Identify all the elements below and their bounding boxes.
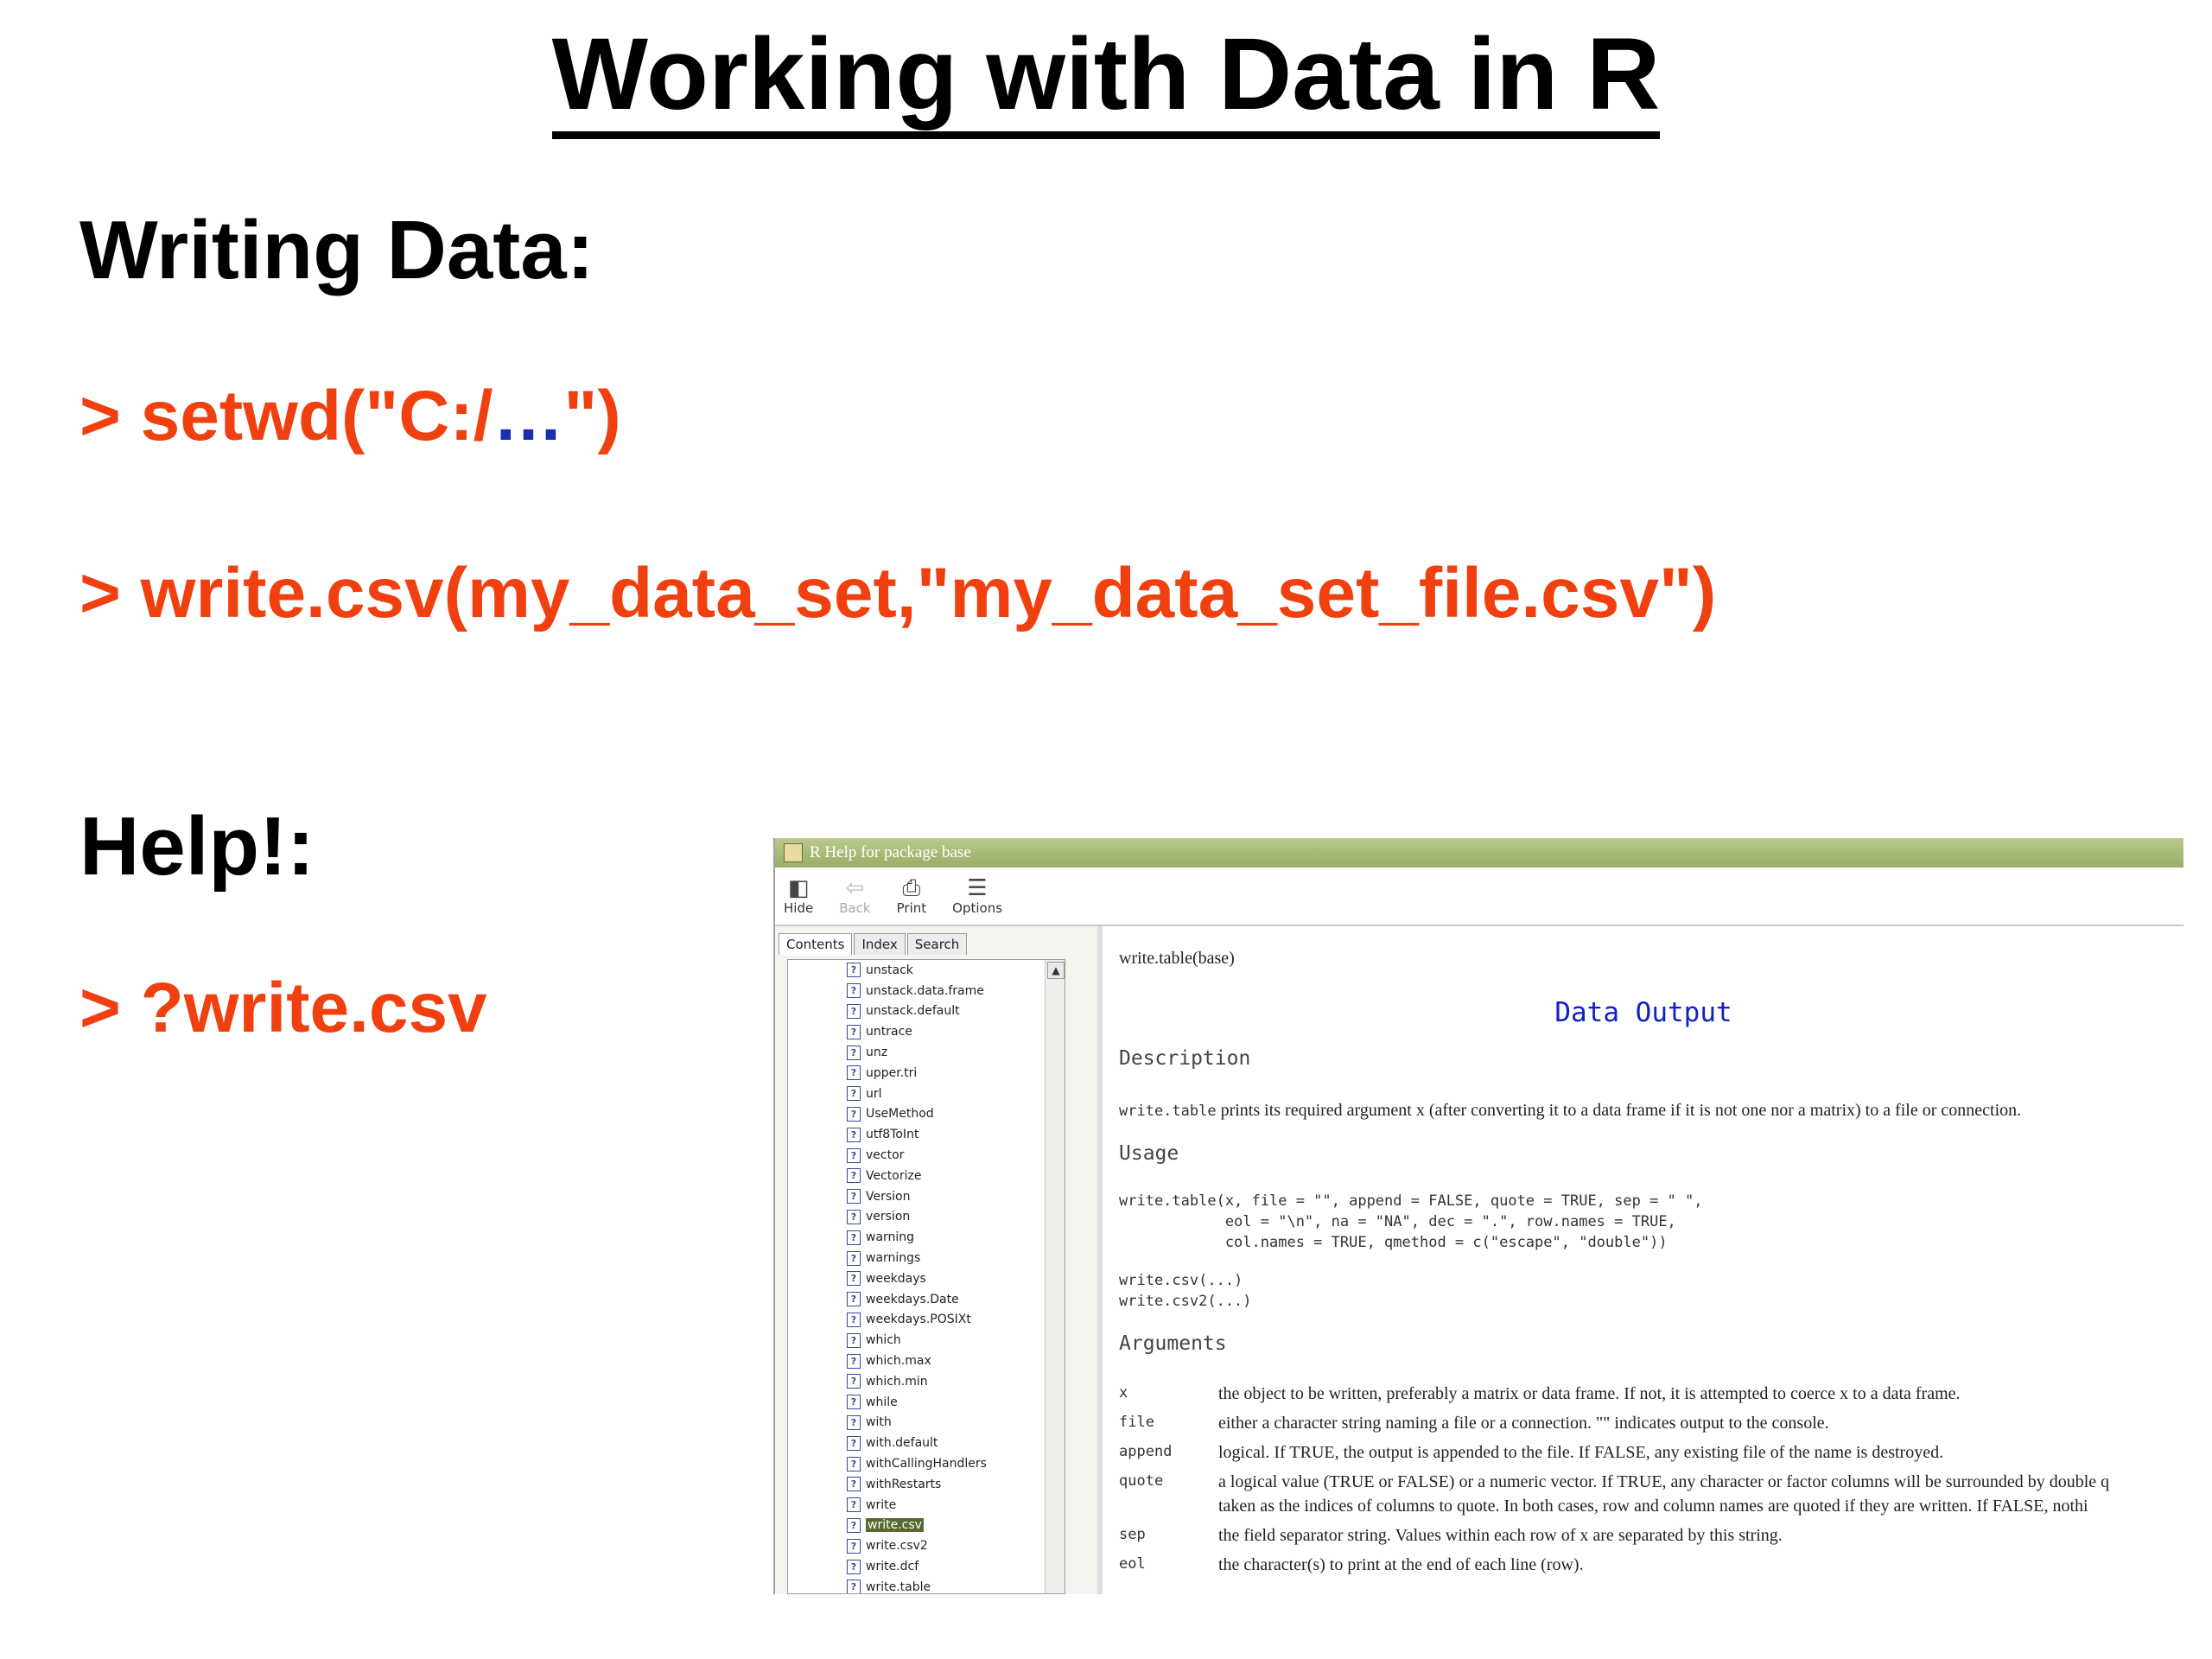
topic-label: unstack xyxy=(866,963,913,977)
topic-label: with.default xyxy=(866,1436,938,1451)
usage-code-csv: write.csv(...) write.csv2(...) xyxy=(1119,1272,1252,1310)
topic-item[interactable] xyxy=(847,1227,987,1248)
help-heading: Help!: xyxy=(79,800,315,893)
topic-item[interactable] xyxy=(847,1495,987,1516)
topic-item[interactable] xyxy=(847,1104,987,1125)
topic-items xyxy=(847,960,987,1594)
topic-item[interactable] xyxy=(847,1556,987,1577)
window-title: R Help for package base xyxy=(810,843,971,861)
argument-description: the object to be written, preferably a matrix or data frame. If not, it is attempted to coerce x to a data frame. xyxy=(1218,1384,1961,1403)
topic-item[interactable] xyxy=(847,1021,987,1042)
topic-label: write.dcf xyxy=(866,1560,919,1573)
help-topic-icon: ? xyxy=(847,1354,861,1369)
topic-item[interactable] xyxy=(847,1145,987,1166)
slide-title-text: Working with Data in R xyxy=(552,17,1661,139)
print-button[interactable] xyxy=(897,876,927,916)
argument-row xyxy=(1119,1443,1943,1463)
topic-label: withCallingHandlers xyxy=(866,1457,987,1471)
help-topic-icon: ? xyxy=(847,1560,861,1574)
setwd-prefix: > setwd("C:/ xyxy=(79,377,493,455)
argument-description: the field separator string. Values within each row of x are separated by this string. xyxy=(1218,1526,1783,1545)
topic-label: url xyxy=(866,1086,882,1101)
topic-scrollbar[interactable] xyxy=(1045,960,1065,1593)
hide-label: Hide xyxy=(784,900,814,916)
description-text xyxy=(1119,1101,2021,1121)
help-topic-icon: ? xyxy=(847,1065,861,1080)
topic-label: untrace xyxy=(866,1025,912,1039)
help-topic-icon: ? xyxy=(847,1415,861,1430)
topic-item[interactable] xyxy=(847,1268,987,1289)
help-topic-icon: ? xyxy=(847,1128,861,1142)
arguments-heading: Arguments xyxy=(1119,1332,1227,1355)
help-topic-icon: ? xyxy=(847,1374,861,1389)
topic-label: version xyxy=(866,1210,911,1224)
topic-item[interactable] xyxy=(847,1166,987,1186)
topic-header: write.table(base) xyxy=(1119,949,1235,968)
help-topic-icon: ? xyxy=(847,1046,861,1060)
slide-title xyxy=(0,16,2212,133)
help-topic-icon: ? xyxy=(847,1497,861,1512)
argument-name: file xyxy=(1119,1414,1154,1431)
topic-label: which.min xyxy=(866,1374,928,1389)
hide-button[interactable] xyxy=(784,876,813,916)
tab-index[interactable]: Index xyxy=(854,933,905,955)
topic-label: which.max xyxy=(866,1354,931,1369)
help-topic-icon: ? xyxy=(847,1457,861,1471)
topic-label: Version xyxy=(866,1189,911,1204)
tab-contents[interactable]: Contents xyxy=(779,933,852,955)
argument-name: append xyxy=(1119,1443,1173,1460)
help-topic-icon: ? xyxy=(847,1333,861,1348)
usage-heading: Usage xyxy=(1119,1142,1179,1165)
argument-name: quote xyxy=(1119,1472,1164,1490)
topic-item[interactable] xyxy=(847,1042,987,1063)
setwd-command xyxy=(79,376,621,457)
topic-list[interactable] xyxy=(787,959,1065,1594)
write-csv-command: > write.csv(my_data_set,"my_data_set_file.csv") xyxy=(79,554,1717,632)
help-topic-icon: ? xyxy=(847,1168,861,1183)
topic-item[interactable] xyxy=(847,1392,987,1413)
argument-description: a logical value (TRUE or FALSE) or a numeric vector. If TRUE, any character or factor columns will be surrounded by double q xyxy=(1218,1472,2110,1491)
topic-label: weekdays xyxy=(866,1271,926,1286)
argument-description: the character(s) to print at the end of each line (row). xyxy=(1218,1555,1584,1574)
help-topic-icon: ? xyxy=(847,1518,861,1533)
topic-label: weekdays.POSIXt xyxy=(866,1313,971,1327)
hide-icon: ◧ xyxy=(787,875,810,901)
topic-label: which xyxy=(866,1333,901,1348)
topic-item[interactable] xyxy=(847,1289,987,1310)
topic-label: warnings xyxy=(866,1251,921,1266)
topic-item[interactable] xyxy=(847,1371,987,1392)
help-topic-icon: ? xyxy=(847,963,861,977)
topic-label: upper.tri xyxy=(866,1065,918,1080)
topic-label: with xyxy=(866,1415,892,1430)
topic-label: while xyxy=(866,1395,898,1409)
back-icon: ⇦ xyxy=(845,875,865,901)
topic-item[interactable] xyxy=(847,1063,987,1084)
help-toolbar xyxy=(775,868,2183,925)
help-topic-icon: ? xyxy=(847,1210,861,1224)
setwd-dots: … xyxy=(493,377,564,455)
scroll-up-icon[interactable]: ▲ xyxy=(1047,962,1065,979)
help-topic-icon: ? xyxy=(847,1313,861,1327)
topic-label: vector xyxy=(866,1148,905,1163)
navigation-pane xyxy=(775,926,1103,1594)
help-topic-icon: ? xyxy=(847,1395,861,1409)
topic-item[interactable] xyxy=(847,1207,987,1228)
argument-row xyxy=(1119,1384,1961,1404)
topic-title: Data Output xyxy=(1554,997,1732,1028)
back-button[interactable] xyxy=(839,876,870,916)
help-topic-icon: ? xyxy=(847,1230,861,1245)
options-icon: ☰ xyxy=(967,875,988,901)
topic-item[interactable] xyxy=(847,1474,987,1495)
topic-item[interactable] xyxy=(847,1330,987,1351)
topic-label: unstack.default xyxy=(866,1004,960,1019)
help-topic-icon: ? xyxy=(847,1271,861,1286)
description-code: write.table xyxy=(1119,1103,1217,1120)
topic-label: write.csv2 xyxy=(866,1539,928,1554)
argument-description: logical. If TRUE, the output is appended to the file. If FALSE, any existing file of the name is destroyed. xyxy=(1218,1443,1944,1462)
topic-label: write xyxy=(866,1497,897,1512)
setwd-suffix: ") xyxy=(563,377,621,455)
topic-label: unz xyxy=(866,1046,888,1060)
topic-label: UseMethod xyxy=(866,1107,934,1122)
argument-row xyxy=(1119,1526,1783,1546)
tab-search[interactable]: Search xyxy=(907,933,968,955)
help-topic-icon: ? xyxy=(847,1580,861,1594)
topic-item[interactable] xyxy=(847,1351,987,1371)
usage-code: write.table(x, file = "", append = FALSE, quote = TRUE, sep = " ", eol = "\n", na = "NA", dec = ".", row.names = TRUE, col.names = TRUE, qmethod = c("escape", "double")) xyxy=(1119,1192,1703,1251)
topic-item[interactable] xyxy=(847,960,987,981)
help-topic-icon: ? xyxy=(847,1189,861,1204)
description-heading: Description xyxy=(1119,1047,1251,1070)
topic-item[interactable] xyxy=(847,1453,987,1474)
topic-item[interactable] xyxy=(847,1310,987,1331)
options-button[interactable] xyxy=(952,876,1002,916)
topic-item[interactable] xyxy=(847,1516,987,1536)
argument-name: sep xyxy=(1119,1526,1146,1543)
topic-label: withRestarts xyxy=(866,1477,942,1491)
argument-name: eol xyxy=(1119,1555,1146,1573)
help-topic-icon: ? xyxy=(847,1251,861,1266)
content-pane xyxy=(1103,926,2183,1594)
topic-label: write.csv xyxy=(868,1518,922,1533)
topic-item[interactable] xyxy=(847,981,987,1001)
argument-description-continued: taken as the indices of columns to quote. In both cases, row and column names are quoted if they are written. If FALSE, nothi xyxy=(1218,1497,2088,1516)
writing-data-heading: Writing Data: xyxy=(79,204,594,296)
r-help-window xyxy=(773,838,2183,1594)
help-topic-icon: ? xyxy=(847,1004,861,1019)
back-label: Back xyxy=(839,900,871,916)
topic-item[interactable] xyxy=(847,1084,987,1104)
nav-tabs xyxy=(779,933,967,955)
print-icon: ⎙ xyxy=(902,875,921,901)
argument-row xyxy=(1119,1414,1829,1433)
topic-label: write.table xyxy=(866,1580,931,1594)
description-body: prints its required argument x (after converting it to a data frame if it is not one nor a matrix) to a file or connection. xyxy=(1216,1101,2022,1120)
help-topic-icon: ? xyxy=(847,1292,861,1306)
topic-item[interactable] xyxy=(847,1248,987,1268)
topic-item[interactable] xyxy=(847,1433,987,1453)
topic-label: weekdays.Date xyxy=(866,1292,959,1306)
help-app-icon xyxy=(784,843,803,862)
argument-row xyxy=(1119,1555,1584,1575)
help-topic-icon: ? xyxy=(847,1477,861,1491)
help-topic-icon: ? xyxy=(847,1436,861,1451)
topic-item[interactable] xyxy=(847,1535,987,1556)
help-topic-icon: ? xyxy=(847,983,861,998)
argument-description: either a character string naming a file or a connection. "" indicates output to the console. xyxy=(1218,1414,1829,1433)
topic-item[interactable] xyxy=(847,1577,987,1594)
topic-label: utf8ToInt xyxy=(866,1128,919,1142)
topic-label: warning xyxy=(866,1230,915,1245)
argument-name: x xyxy=(1119,1384,1128,1402)
print-label: Print xyxy=(896,900,927,916)
topic-label: unstack.data.frame xyxy=(866,983,984,998)
topic-item[interactable] xyxy=(847,1186,987,1207)
help-topic-icon: ? xyxy=(847,1107,861,1122)
topic-item[interactable] xyxy=(847,1001,987,1022)
argument-row xyxy=(1119,1472,2109,1492)
topic-item[interactable] xyxy=(847,1413,987,1433)
help-topic-icon: ? xyxy=(847,1086,861,1101)
help-topic-icon: ? xyxy=(847,1025,861,1039)
topic-label: Vectorize xyxy=(866,1168,922,1183)
help-topic-icon: ? xyxy=(847,1148,861,1163)
options-label: Options xyxy=(952,900,1003,916)
help-command: > ?write.csv xyxy=(79,969,487,1047)
topic-item[interactable] xyxy=(847,1124,987,1145)
window-titlebar[interactable] xyxy=(775,838,2183,868)
help-topic-icon: ? xyxy=(847,1539,861,1554)
